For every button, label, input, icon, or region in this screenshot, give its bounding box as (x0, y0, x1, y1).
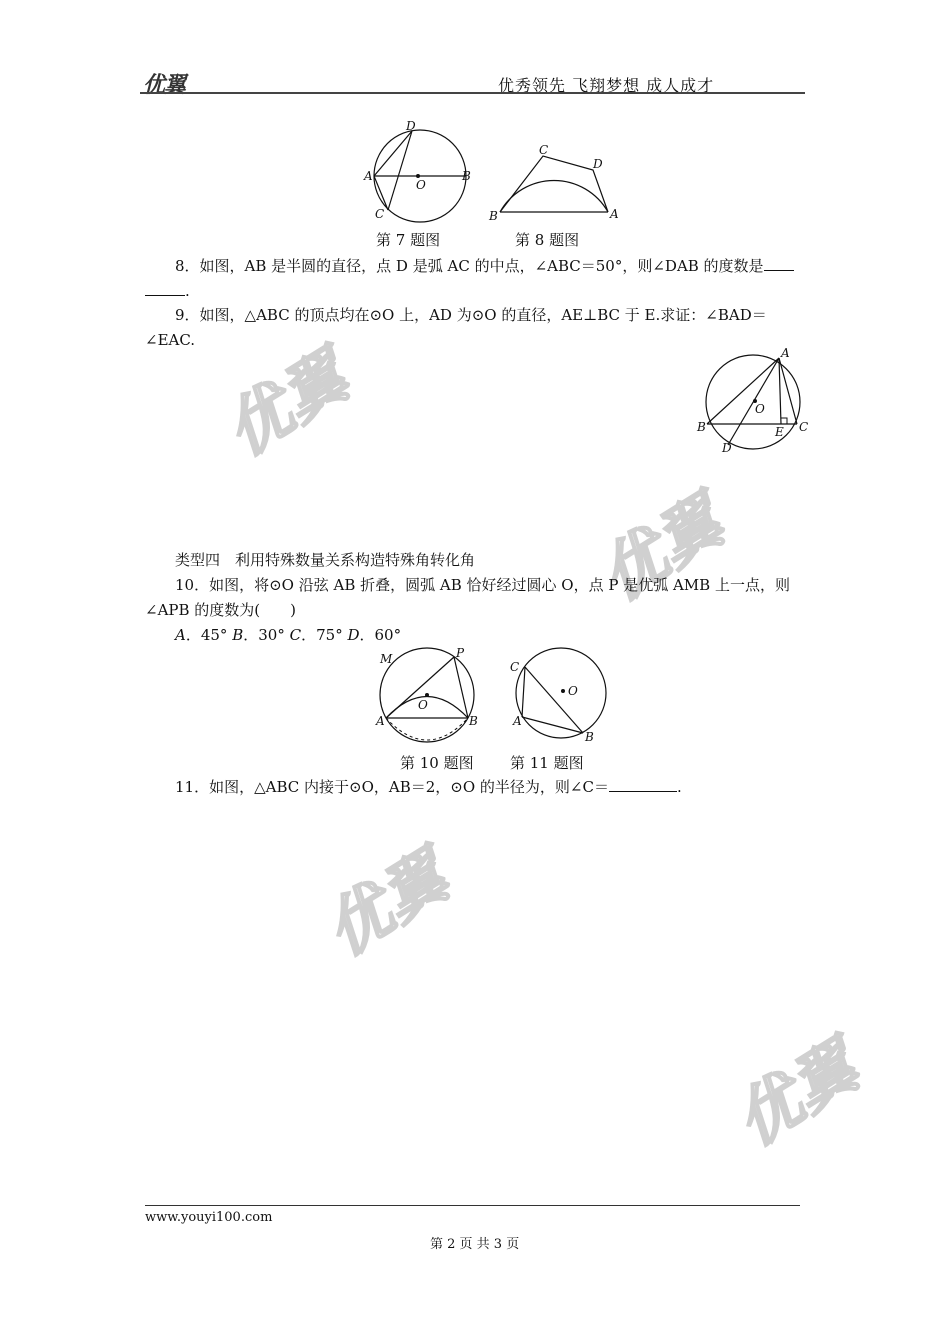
q11-text: 11．如图，△ABC 内接于⊙O，AB＝2，⊙O 的半径为，则∠C＝ (175, 778, 609, 796)
fig10-label-b: B (469, 714, 478, 728)
fig8-label-b: B (489, 209, 498, 223)
q10-option-a-letter: A (175, 626, 186, 644)
fig9-label-d: D (722, 441, 732, 455)
q8-text: 8．如图，AB 是半圆的直径，点 D 是弧 AC 的中点，∠ABC＝50°，则∠DAB 的度数是 (175, 257, 764, 275)
header-rule (140, 92, 805, 94)
fig9-label-e: E (775, 425, 784, 439)
watermark-2: 优翼 (587, 484, 736, 616)
q8-line1 (175, 254, 794, 279)
q10-option-d-letter: D (347, 626, 360, 644)
figure-9 (695, 345, 815, 460)
fig11-label-c: C (510, 660, 520, 674)
fig9-label-c: C (799, 420, 809, 434)
fig7-caption: 第 7 题图 (376, 231, 441, 249)
fig8-label-d: D (593, 157, 603, 171)
q9-line2: ∠EAC. (145, 331, 196, 349)
fig7-label-c: C (375, 207, 385, 221)
watermark-4: 优翼 (722, 1029, 871, 1161)
fig9-label-o: O (755, 402, 765, 416)
fig10-label-a: A (376, 714, 385, 728)
fig8-caption: 第 8 题图 (515, 231, 580, 249)
fig10-label-o: O (418, 698, 428, 712)
q10-option-a: ．45° (185, 626, 228, 644)
q11-blank (609, 777, 677, 792)
figure-11 (505, 645, 615, 745)
fig7-label-o: O (416, 178, 426, 192)
fig10-label-p: P (456, 647, 465, 660)
q10-option-b-letter: B (232, 626, 244, 644)
q10-option-c: ．75° (301, 626, 343, 644)
q8-end: . (185, 282, 190, 300)
q10-option-b: ．30° (243, 626, 285, 644)
footer-url: www.youyi100.com (145, 1210, 273, 1225)
q8-line2 (145, 279, 190, 304)
footer-page-number: 第 2 页 共 3 页 (430, 1237, 520, 1252)
q10-line1: 10．如图，将⊙O 沿弦 AB 折叠，圆弧 AB 恰好经过圆心 O，点 P 是优弧 AMB 上一点，则 (175, 576, 790, 594)
fig11-label-b: B (585, 730, 594, 744)
fig9-label-a: A (781, 346, 790, 360)
fig8-label-c: C (539, 143, 549, 157)
q10-option-c-letter: C (289, 626, 302, 644)
q8-blank-b (145, 281, 185, 296)
q11-end: . (676, 778, 682, 796)
q8-blank-a (764, 256, 794, 271)
fig9-label-b: B (697, 420, 706, 434)
q10-line2: ∠APB 的度数为( ) (145, 601, 296, 619)
footer-rule (145, 1205, 800, 1206)
section-heading-4: 类型四 利用特殊数量关系构造特殊角转化角 (175, 551, 476, 569)
q10-option-d: ．60° (359, 626, 402, 644)
header-logo: 优翼 (143, 73, 186, 98)
fig8-label-a: A (610, 207, 619, 221)
fig7-label-a: A (364, 169, 373, 183)
figure-10 (372, 647, 492, 747)
q11-line (175, 775, 682, 800)
fig11-label-a: A (513, 714, 522, 728)
fig10-label-m: M (380, 652, 393, 666)
figure-8 (485, 140, 625, 225)
fig11-caption: 第 11 题图 (510, 754, 584, 772)
fig7-label-b: B (462, 169, 471, 183)
header-slogan: 优秀领先 飞翔梦想 成人成才 (498, 76, 715, 95)
watermark-3: 优翼 (312, 839, 461, 971)
q10-options (175, 623, 401, 648)
figure-7 (360, 118, 480, 228)
fig7-label-d: D (406, 119, 416, 133)
watermark-1: 优翼 (212, 339, 361, 471)
q9-line1: 9．如图，△ABC 的顶点均在⊙O 上，AD 为⊙O 的直径，AE⊥BC 于 E.求证：∠BAD＝ (175, 306, 767, 324)
fig10-caption: 第 10 题图 (400, 754, 474, 772)
fig11-label-o: O (568, 684, 578, 698)
